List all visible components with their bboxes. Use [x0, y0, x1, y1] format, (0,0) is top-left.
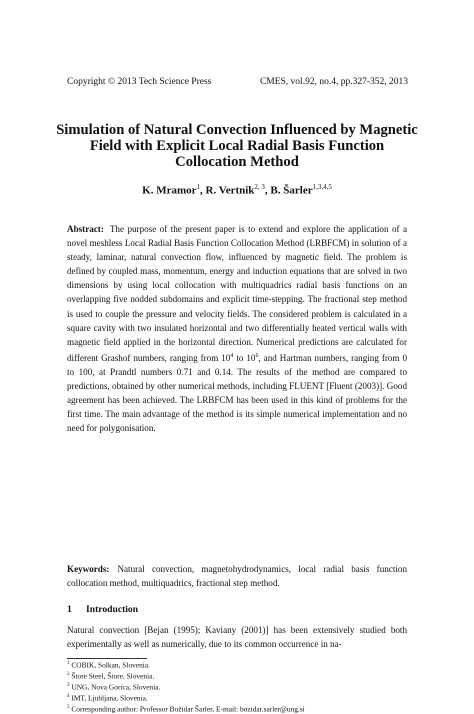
exponent: 6	[255, 352, 259, 359]
author-list: K. Mramor$^1$, R. Vertnik$^{2, 3}$, B. Šarler$^{1,3,4,5}$	[142, 183, 332, 197]
paper-title	[40, 122, 434, 170]
footnote-number: 5	[67, 705, 70, 711]
body-paragraph	[67, 623, 407, 651]
keywords-label: Keywords:	[67, 564, 110, 574]
footnote	[67, 703, 407, 714]
title-line-2: Field with Explicit Local Radial Basis Function	[89, 138, 385, 154]
author-affiliation: 1	[196, 183, 201, 191]
footnote-number: 1	[67, 661, 70, 666]
abstract-text: to 10	[233, 352, 256, 363]
keywords	[67, 562, 407, 590]
footnote-number: 4	[67, 694, 70, 700]
title-line-3: Collocation Method	[175, 154, 299, 170]
journal-citation: CMES, vol.92, no.4, pp.327-352, 2013	[259, 77, 408, 87]
abstract-text: , and Hartman numbers, ranging from 0 to 100, at Prandtl numbers 0.71 and 0.14. The results of the method are compared to predictions, obtained by other numerical methods, including FLUENT [Fluent (2003)]. Good agreement has been achieved. The LRBFCM has been used in this kind of problems for the first time. The main advantage of the method is its simple numerical implementation and no need for polygonisation.	[67, 352, 408, 434]
author-name: B. Šarler	[270, 184, 313, 197]
body-text: Natural convection [Bejan (1995); Kaviany (2001)] has been extensively studied both experimentally as well as numerically, due to its common occurrence in na-	[67, 625, 407, 650]
author-name: K. Mramor	[142, 184, 197, 197]
keywords-text: Natural convection, magnetohydrodynamics, local radial basis function collocation method, multiquadrics, fractional step method.	[67, 564, 407, 589]
footnotes	[67, 659, 407, 714]
footnote-text: Štore Steel, Štore, Slovenia.	[71, 671, 155, 681]
page-header	[67, 77, 408, 87]
footnote-text: Corresponding author: Professor Božidar Šarler, E-mail: bozidar.sarler@ung.si	[71, 704, 305, 714]
footnote	[67, 670, 407, 681]
footnote-text: IMT, Ljubljana, Slovenia.	[71, 693, 148, 703]
footnote	[67, 692, 407, 703]
section-heading	[67, 604, 138, 615]
author-affiliation: 1,3,4,5	[312, 183, 332, 191]
footnote-text: COBIK, Solkan, Slovenia.	[71, 660, 150, 670]
author-affiliation: 2, 3	[254, 183, 265, 191]
footnote-number: 3	[67, 683, 70, 689]
title-line-1: Simulation of Natural Convection Influenced by Magnetic	[56, 122, 418, 138]
footnote-text: UNG, Nova Gorica, Slovenia.	[71, 682, 161, 692]
abstract-text: The purpose of the present paper is to extend and explore the application of a novel meshless Local Radial Basis Function Collocation Method (LRBFCM) in solution of a steady, laminar, natural convection flow, influenced by magnetic field. The problem is defined by coupled mass, momentum, energy and induction equations that are solved in two dimensions by using local collocation with multiquadrics radial basis functions on an overlapping five nodded subdomains and explicit time-stepping. The fractional step method is used to couple the pressure and velocity fields. The considered problem is calculated in a square cavity with two insulated horizontal and two differentially heated vertical walls with magnetic field applied in the horizontal direction. Numerical predictions are calculated for different Grashof numbers, ranging from 10	[67, 224, 407, 363]
copyright-notice: Copyright © 2013 Tech Science Press	[67, 77, 212, 87]
abstract	[67, 222, 407, 435]
footnote	[67, 659, 407, 670]
section-number: 1	[67, 604, 72, 615]
author-name: R. Vertnik	[205, 184, 255, 197]
abstract-label: Abstract:	[67, 224, 104, 234]
footnote-number: 2	[67, 672, 70, 678]
exponent: 4	[230, 352, 234, 359]
section-title: Introduction	[86, 604, 139, 615]
footnote	[67, 681, 407, 692]
